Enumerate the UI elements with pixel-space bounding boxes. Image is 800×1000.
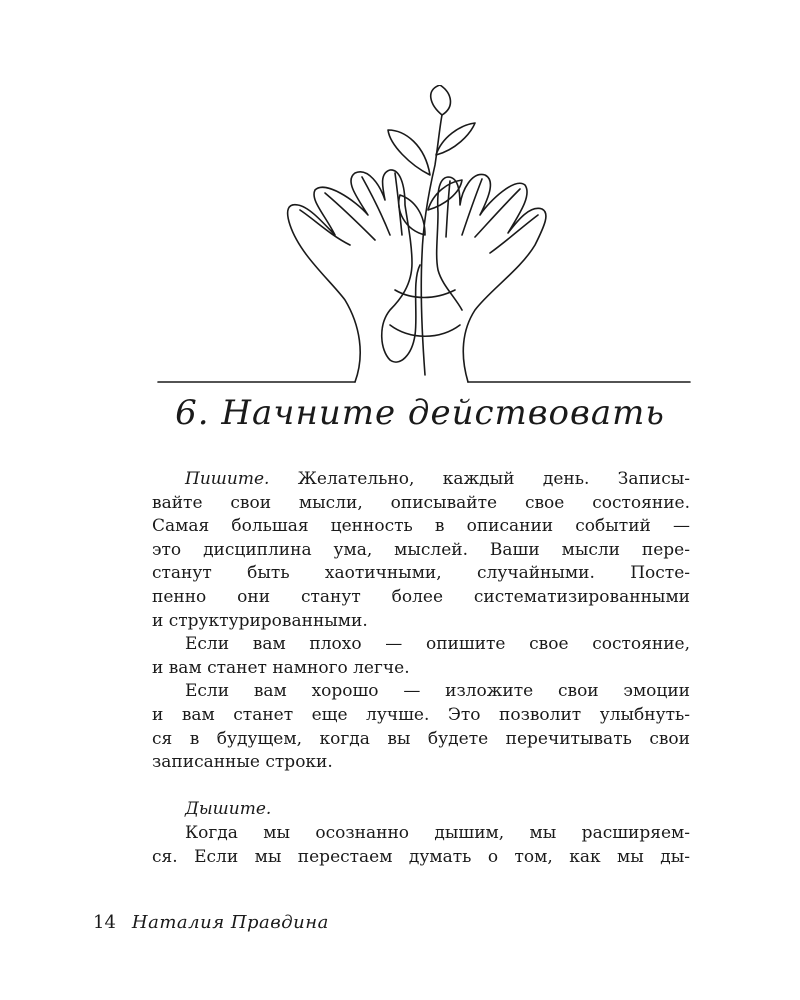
author-name: Наталия Правдина [131,912,329,933]
paragraph-line: Если вам плохо — опишите свое состояние, [185,634,690,655]
right-fingers [446,179,538,253]
paragraph-lead-write: Пишите. [185,469,270,489]
paragraph-line: Пишите. Желательно, каждый день. Записы- [185,469,690,489]
chapter-title: 6. Начните действовать [175,393,665,433]
paragraph-line: записанные строки. [152,752,333,773]
paragraph-line: и структурированными. [152,610,368,631]
sprout-leaf-left-lower [399,195,425,235]
paragraph-line: ся. Если мы перестаем думать о том, как мы ды- [152,846,690,867]
sprout-leaf-left-upper [388,130,430,175]
paragraph-line: это дисциплина ума, мыслей. Ваши мысли пере- [152,539,690,560]
sprout-leaf-right-upper [436,123,475,155]
paragraph-line: ся в будущем, когда вы будете перечитывать свои [152,728,690,749]
paragraph-line: и вам станет еще лучше. Это позволит улыбнуть- [152,704,690,725]
paragraph-line: Если вам хорошо — изложите свои эмоции [185,681,690,702]
page-footer [93,912,329,938]
sprout-leaf-top [431,85,451,115]
hands-holding-sprout-icon [150,85,695,390]
paragraph-gap [152,775,690,799]
left-hand-outline [288,170,420,382]
body-text [152,468,690,869]
paragraph-line: Самая большая ценность в описании событий — [152,516,690,537]
paragraph-line: пенно они станут более систематизированными [152,586,690,607]
paragraph-line: станут быть хаотичными, случайными. Посте- [152,563,690,584]
paragraph-line: Когда мы осознанно дышим, мы расширяем- [185,822,690,843]
paragraph-lead-breathe: Дышите. [185,799,272,820]
paragraph-line: и вам станет намного легче. [152,657,410,678]
paragraph-line: вайте свои мысли, описывайте свое состояние. [152,492,690,513]
page-number: 14 [93,912,116,933]
right-hand-outline [437,174,546,382]
